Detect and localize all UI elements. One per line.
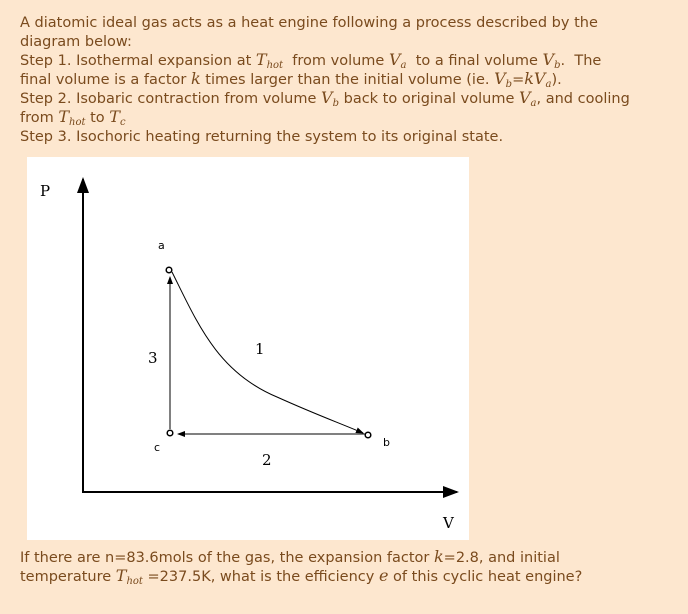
math-symbol [58, 107, 85, 126]
point-b-marker [365, 432, 371, 438]
text-run: = [512, 72, 525, 88]
math-subscript: hot [126, 576, 143, 587]
text-run: Step 3. Isochoric heating returning the system to its original state. [20, 129, 504, 145]
math-base: T [115, 566, 127, 585]
math-base: k [433, 547, 444, 566]
text-run: A diatomic ideal gas acts as a heat engine following a process described by the [20, 15, 598, 31]
math-subscript: b [505, 79, 513, 90]
math-base: V [542, 50, 555, 69]
text-run: diagram below: [20, 34, 132, 50]
v-axis-label: V [443, 514, 454, 532]
math-base: V [494, 69, 506, 88]
math-symbol [543, 50, 561, 69]
text-run: , and cooling [536, 91, 630, 107]
text-line [20, 33, 630, 52]
text-run: =237.5K, what is the efficiency [142, 569, 379, 585]
text-run: of this cyclic heat engine? [388, 569, 583, 585]
step-3-label: 3 [148, 349, 158, 367]
text-run: =2.8, and initial [443, 550, 560, 566]
math-symbol [191, 69, 201, 88]
question-text [20, 549, 582, 587]
point-a-marker [166, 267, 172, 273]
math-subscript: b [554, 60, 561, 71]
point-c-label: c [154, 441, 161, 454]
math-symbol [116, 566, 143, 585]
math-symbol [524, 69, 551, 88]
math-symbol [109, 107, 125, 126]
math-subscript: a [530, 98, 537, 109]
math-symbol [256, 50, 283, 69]
math-symbol [321, 88, 339, 107]
point-a-label: a [158, 239, 165, 252]
math-symbol [494, 69, 512, 88]
step-1-label: 1 [255, 340, 265, 358]
math-base: T [109, 107, 120, 126]
step-2-label: 2 [262, 451, 272, 469]
math-base: V [321, 88, 333, 107]
math-base: k [190, 69, 201, 88]
math-base: T [58, 107, 70, 126]
pv-diagram [27, 157, 469, 540]
math-symbol [519, 88, 537, 107]
point-b-label: b [383, 436, 390, 449]
text-run: ). [551, 72, 562, 88]
math-subscript: hot [266, 60, 284, 71]
point-c-marker [167, 430, 173, 436]
text-run: back to original volume [339, 91, 519, 107]
text-run: If there are n=83.6mols of the gas, the expansion factor [20, 550, 434, 566]
math-base: e [378, 566, 389, 585]
math-subscript: a [400, 60, 407, 71]
isotherm-curve [172, 272, 363, 433]
math-base: V [518, 88, 531, 107]
math-symbol [434, 547, 444, 566]
text-run: from volume [283, 53, 389, 69]
text-run: from [20, 110, 59, 126]
p-axis-label: P [40, 182, 51, 200]
text-run: final volume is a factor [20, 72, 191, 88]
text-line [20, 568, 582, 587]
math-subscript: hot [69, 117, 86, 128]
text-run: Step 1. Isothermal expansion at [20, 53, 256, 69]
text-run: times larger than the initial volume (ie. [200, 72, 495, 88]
math-base: V [388, 50, 401, 69]
text-run: temperature [20, 569, 116, 585]
math-subscript: a [545, 79, 552, 90]
math-symbol [389, 50, 407, 69]
text-line [20, 14, 630, 33]
text-run: . The [560, 53, 602, 69]
text-line [20, 549, 582, 568]
math-base: kV [524, 69, 546, 88]
problem-statement [20, 14, 630, 147]
math-subscript: b [332, 98, 339, 109]
text-run: to [85, 110, 110, 126]
math-subscript: c [119, 117, 126, 128]
text-run: Step 2. Isobaric contraction from volume [20, 91, 322, 107]
text-line [20, 128, 630, 147]
text-run: to a final volume [406, 53, 543, 69]
text-line [20, 109, 630, 128]
math-base: T [255, 50, 267, 69]
